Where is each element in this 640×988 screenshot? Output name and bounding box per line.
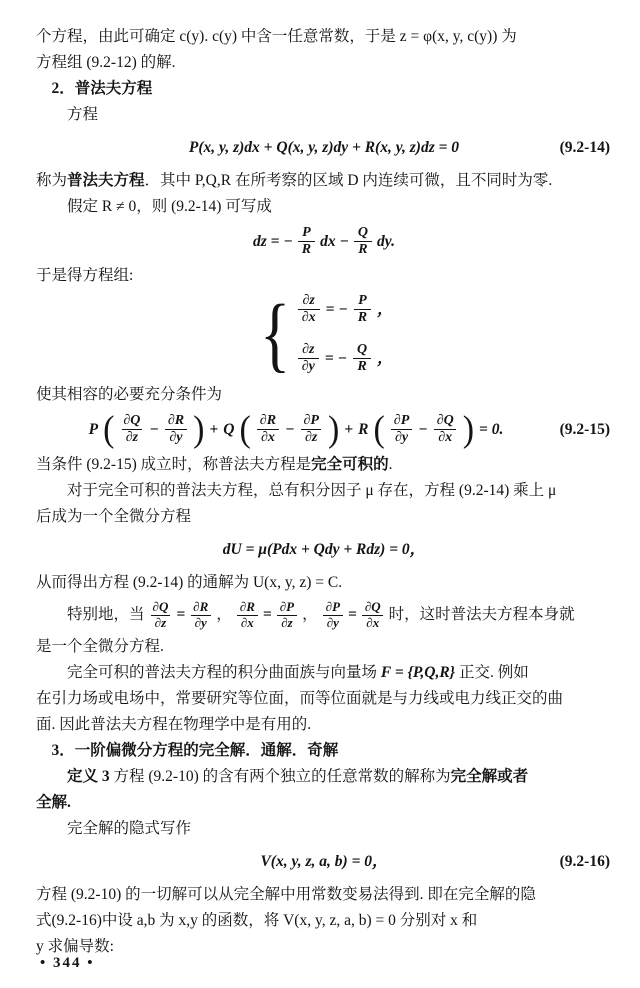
equation-9-2-16 [36, 847, 612, 877]
equation-body: V(x, y, z, a, b) = 0， [260, 853, 388, 871]
vector-field-expression: F = {P,Q,R} [380, 664, 456, 682]
coefficient-r: R [358, 420, 369, 438]
equation-tag: (9.2-16) [559, 853, 610, 871]
comma: ， [377, 349, 393, 367]
fraction-dr-dx: $\frac{\partial R}{\partial x}$ [256, 413, 280, 446]
fraction-q-over-r: $\frac{Q}{R}$ [353, 342, 371, 375]
fraction-dp-dz: $\frac{\partial P}{\partial z}$ [299, 413, 322, 446]
paragraph-general-solution: 从而得出方程 (9.2-14) 的通解为 U(x, y, z) = C. [36, 573, 343, 591]
paragraph-equation-lead: 方程 [67, 106, 99, 123]
fraction-dq-dx: $\frac{\partial Q}{\partial x}$ [433, 413, 458, 446]
equals-sign: = [348, 606, 357, 623]
coefficient-p: P [88, 420, 99, 438]
comma: ， [302, 606, 318, 623]
section-heading-2: 2．普法夫方程 [51, 80, 153, 97]
equation-tag: (9.2-14) [559, 139, 610, 156]
left-paren: ( [239, 408, 251, 450]
fraction-p-over-r: $\frac{P}{R}$ [354, 293, 371, 326]
fraction-dp-dy: $\frac{\partial P}{\partial y}$ [390, 413, 413, 446]
right-paren: ) [327, 408, 340, 450]
system-row-1 [298, 293, 393, 326]
system-rows [298, 293, 393, 375]
text-segment: 完全可积的普法夫方程的积分曲面族与向量场 [67, 664, 381, 682]
brace-glyph: { [260, 287, 291, 381]
paragraph-definition-3 [36, 764, 612, 790]
paragraph-continued-line2: 方程组 (9.2-12) 的解. [36, 54, 176, 71]
comma: ， [216, 606, 232, 623]
text-segment: 当条件 (9.2-15) 成立时，称普法夫方程是 [36, 455, 312, 473]
paragraph-final-line3: y 求偏导数: [36, 938, 114, 956]
bold-term-integrable: 完全可积的 [311, 455, 389, 473]
paragraph-pfaff-definition [36, 168, 612, 194]
paragraph-mu-line2: 后成为一个全微分方程 [36, 507, 192, 525]
paragraph-implicit-lead: 完全解的隐式写作 [67, 820, 192, 838]
fraction-dr-dy: $\frac{\partial R}{\partial y}$ [164, 413, 188, 446]
left-paren: ( [103, 408, 115, 450]
page-number: • 344 • [40, 955, 95, 971]
fraction-dr-dy: $\frac{\partial R}{\partial y}$ [189, 600, 212, 631]
paragraph-definition-3-line2: 全解. [36, 794, 71, 812]
paragraph-system-lead: 于是得方程组: [36, 267, 134, 285]
fraction-dp-dy: $\frac{\partial P}{\partial y}$ [322, 600, 344, 631]
paragraph-condition [36, 452, 612, 478]
paragraph-continued-line1: 个方程，由此可确定 c(y). c(y) 中含一任意常数，于是 z = φ(x, y, c(y)) 为 [36, 28, 517, 45]
paragraph-final-line2: 式(9.2-16)中设 a,b 为 x,y 的函数，将 V(x, y, z, a, b) = 0 分别对 x 和 [36, 912, 478, 930]
text-segment: 方程 (9.2-10) 的含有两个独立的任意常数的解称为 [109, 768, 451, 786]
paragraph-compat-lead: 使其相容的必要充分条件为 [36, 385, 223, 403]
fraction-dq-dz: $\frac{\partial Q}{\partial z}$ [123, 412, 141, 446]
section-heading-3: 3．一阶偏微分方程的完全解．通解．奇解 [51, 742, 339, 760]
minus-sign: − [285, 420, 295, 438]
paragraph-assume: 假定 R ≠ 0，则 (9.2-14) 可写成 [67, 198, 272, 215]
paragraph-mu-line1: 对于完全可积的普法夫方程，总有积分因子 μ 存在，方程 (9.2-14) 乘上 μ [67, 481, 557, 499]
equals-zero: = 0. [479, 420, 504, 438]
equals-minus: = − [325, 300, 348, 318]
comma: ， [377, 300, 393, 318]
equation-tail: dy. [377, 232, 395, 250]
paragraph-special-line2: 是一个全微分方程. [36, 638, 164, 656]
minus-sign: − [418, 420, 428, 438]
equation-9-2-14 [36, 133, 612, 163]
left-paren: ( [373, 408, 385, 450]
paragraph-special-case [36, 600, 612, 631]
plus-sign: + [209, 420, 219, 438]
equation-tag: (9.2-15) [559, 420, 610, 438]
equals-sign: = [176, 606, 186, 623]
paragraph-orthogonal-line2: 在引力场或电场中，常要研究等位面，而等位面就是与力线或电力线正交的曲 [36, 690, 564, 708]
right-paren: ) [462, 408, 475, 450]
coefficient-q: Q [223, 420, 235, 438]
text-segment: 时，这时普法夫方程本身就 [388, 606, 575, 623]
plus-sign: + [344, 420, 354, 438]
equation-9-2-15 [36, 408, 612, 450]
fraction-q-over-r: $\frac{Q}{R}$ [354, 225, 372, 258]
text-segment: 特别地，当 [67, 606, 145, 623]
paragraph-orthogonal-line1 [36, 660, 612, 686]
minus-sign: − [149, 420, 159, 438]
equation-lead: dz = − [253, 232, 293, 250]
paragraph-orthogonal-line3: 面. 因此普法夫方程在物理学中是有用的. [36, 716, 312, 734]
fraction-dr-dx: $\frac{\partial R}{\partial x}$ [236, 600, 259, 631]
equation-body: dU = μ(Pdx + Qdy + Rdz) = 0， [222, 540, 426, 558]
text-segment: . [388, 455, 393, 473]
equation-body: P(x, y, z)dx + Q(x, y, z)dy + R(x, y, z)dz = 0 [188, 139, 460, 156]
fraction-dz-dx: $\frac{\partial z}{\partial x}$ [298, 293, 320, 326]
text-segment: 称为 [36, 172, 68, 189]
paragraph-final-line1: 方程 (9.2-10) 的一切解可以从完全解中用常数变易法得到. 即在完全解的隐 [36, 886, 536, 904]
right-paren: ) [193, 408, 205, 450]
definition-label: 定义 3 [67, 768, 110, 786]
equals-sign: = [262, 606, 272, 623]
equation-system [36, 287, 612, 381]
fraction-dp-dz: $\frac{\partial P}{\partial z}$ [276, 600, 298, 631]
fraction-dq-dx: $\frac{\partial Q}{\partial x}$ [361, 600, 385, 631]
equation-du [36, 535, 612, 565]
equation-dz [36, 225, 612, 258]
equation-mid: dx − [320, 232, 349, 250]
equals-minus: = − [324, 349, 347, 367]
system-row-2 [298, 342, 393, 375]
text-segment: ．其中 P,Q,R 在所考察的区域 D 内连续可微，且不同时为零. [144, 172, 553, 189]
fraction-dz-dy: $\frac{\partial z}{\partial y}$ [298, 342, 319, 375]
text-segment: 正交. 例如 [455, 664, 529, 682]
bold-term-pfaff: 普法夫方程 [67, 172, 145, 189]
fraction-p-over-r: $\frac{P}{R}$ [298, 225, 315, 258]
bold-term-complete-solution: 完全解或者 [450, 768, 529, 786]
fraction-dq-dz: $\frac{\partial Q}{\partial z}$ [152, 598, 169, 630]
